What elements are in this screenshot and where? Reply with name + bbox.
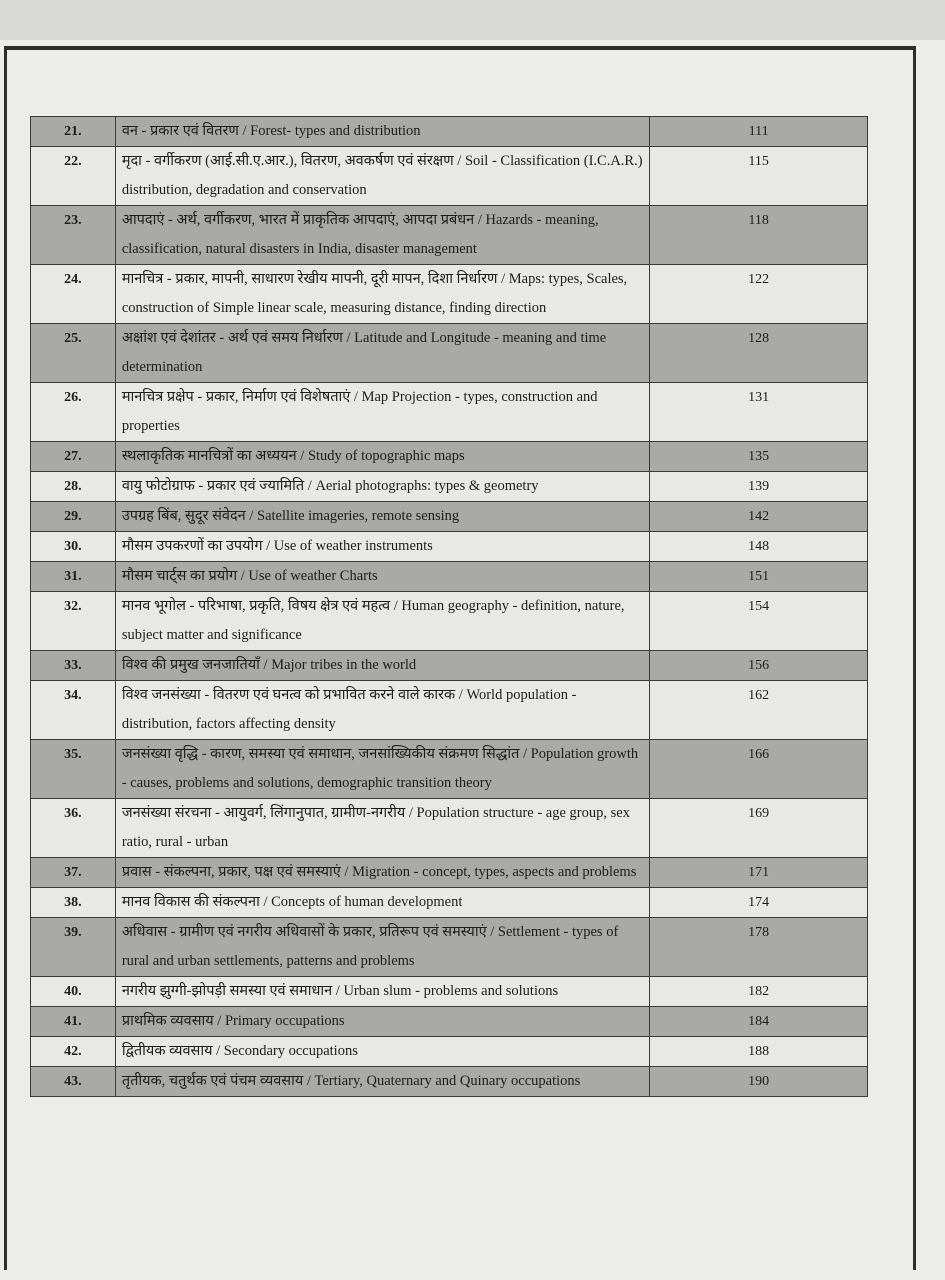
chapter-title: मानव विकास की संकल्पना / Concepts of human development: [115, 888, 649, 918]
toc-row: [31, 888, 868, 918]
chapter-title: उपग्रह बिंब, सुदूर संवेदन / Satellite imageries, remote sensing: [115, 502, 649, 532]
toc-row: [31, 502, 868, 532]
page-number: 128: [650, 324, 868, 383]
toc-row: [31, 1037, 868, 1067]
page-number: 162: [650, 681, 868, 740]
chapter-title: नगरीय झुग्गी-झोपड़ी समस्या एवं समाधान / Urban slum - problems and solutions: [115, 977, 649, 1007]
chapter-title: मानचित्र - प्रकार, मापनी, साधारण रेखीय मापनी, दूरी मापन, दिशा निर्धारण / Maps: types, Scales, construction of Simple linear scale, measuring distance, finding direction: [115, 265, 649, 324]
toc-row: [31, 1067, 868, 1097]
chapter-number: 28.: [31, 472, 116, 502]
page-number: 171: [650, 858, 868, 888]
chapter-number: 32.: [31, 592, 116, 651]
chapter-number: 31.: [31, 562, 116, 592]
page-number: 178: [650, 918, 868, 977]
chapter-number: 29.: [31, 502, 116, 532]
chapter-number: 36.: [31, 799, 116, 858]
chapter-title: आपदाएं - अर्थ, वर्गीकरण, भारत में प्राकृतिक आपदाएं, आपदा प्रबंधन / Hazards - meaning, classification, natural disasters in India, disaster management: [115, 206, 649, 265]
page-number: 184: [650, 1007, 868, 1037]
page-number: 190: [650, 1067, 868, 1097]
toc-row: [31, 383, 868, 442]
chapter-title: अधिवास - ग्रामीण एवं नगरीय अधिवासों के प्रकार, प्रतिरूप एवं समस्याएं / Settlement - types of rural and urban settlements, patterns and problems: [115, 918, 649, 977]
chapter-number: 43.: [31, 1067, 116, 1097]
page-number: 142: [650, 502, 868, 532]
toc-row: [31, 532, 868, 562]
page-number: 118: [650, 206, 868, 265]
chapter-title: स्थलाकृतिक मानचित्रों का अध्ययन / Study of topographic maps: [115, 442, 649, 472]
chapter-number: 38.: [31, 888, 116, 918]
toc-row: [31, 858, 868, 888]
toc-row: [31, 472, 868, 502]
chapter-title: मौसम उपकरणों का उपयोग / Use of weather instruments: [115, 532, 649, 562]
chapter-title: मौसम चार्ट्स का प्रयोग / Use of weather Charts: [115, 562, 649, 592]
chapter-title: जनसंख्या संरचना - आयुवर्ग, लिंगानुपात, ग्रामीण-नगरीय / Population structure - age group, sex ratio, rural - urban: [115, 799, 649, 858]
chapter-number: 27.: [31, 442, 116, 472]
chapter-title: प्रवास - संकल्पना, प्रकार, पक्ष एवं समस्याएं / Migration - concept, types, aspects and problems: [115, 858, 649, 888]
toc-row: [31, 918, 868, 977]
chapter-number: 30.: [31, 532, 116, 562]
toc-row: [31, 147, 868, 206]
chapter-title: द्वितीयक व्यवसाय / Secondary occupations: [115, 1037, 649, 1067]
chapter-title: मृदा - वर्गीकरण (आई.सी.ए.आर.), वितरण, अवकर्षण एवं संरक्षण / Soil - Classification (I.C.A.R.) distribution, degradation and conservation: [115, 147, 649, 206]
toc-row: [31, 562, 868, 592]
chapter-number: 40.: [31, 977, 116, 1007]
chapter-number: 33.: [31, 651, 116, 681]
chapter-number: 26.: [31, 383, 116, 442]
chapter-number: 41.: [31, 1007, 116, 1037]
page-number: 131: [650, 383, 868, 442]
chapter-title: विश्व जनसंख्या - वितरण एवं घनत्व को प्रभावित करने वाले कारक / World population - distribution, factors affecting density: [115, 681, 649, 740]
chapter-number: 25.: [31, 324, 116, 383]
chapter-title: तृतीयक, चतुर्थक एवं पंचम व्यवसाय / Tertiary, Quaternary and Quinary occupations: [115, 1067, 649, 1097]
chapter-title: जनसंख्या वृद्धि - कारण, समस्या एवं समाधान, जनसांख्यिकीय संक्रमण सिद्धांत / Population growth - causes, problems and solutions, demographic transition theory: [115, 740, 649, 799]
page-number: 139: [650, 472, 868, 502]
chapter-number: 21.: [31, 117, 116, 147]
page-number: 122: [650, 265, 868, 324]
page-number: 135: [650, 442, 868, 472]
page-number: 169: [650, 799, 868, 858]
page-number: 166: [650, 740, 868, 799]
chapter-title: मानव भूगोल - परिभाषा, प्रकृति, विषय क्षेत्र एवं महत्व / Human geography - definition, nature, subject matter and significance: [115, 592, 649, 651]
toc-row: [31, 651, 868, 681]
chapter-number: 23.: [31, 206, 116, 265]
toc-row: [31, 799, 868, 858]
contents-table: [30, 116, 868, 1097]
toc-row: [31, 740, 868, 799]
page-number: 148: [650, 532, 868, 562]
page-number: 111: [650, 117, 868, 147]
chapter-title: विश्व की प्रमुख जनजातियाँ / Major tribes in the world: [115, 651, 649, 681]
chapter-number: 35.: [31, 740, 116, 799]
toc-row: [31, 1007, 868, 1037]
toc-row: [31, 592, 868, 651]
chapter-number: 37.: [31, 858, 116, 888]
chapter-title: प्राथमिक व्यवसाय / Primary occupations: [115, 1007, 649, 1037]
toc-row: [31, 977, 868, 1007]
page-number: 188: [650, 1037, 868, 1067]
toc-row: [31, 324, 868, 383]
chapter-title: मानचित्र प्रक्षेप - प्रकार, निर्माण एवं विशेषताएं / Map Projection - types, construction and properties: [115, 383, 649, 442]
page-number: 156: [650, 651, 868, 681]
chapter-number: 34.: [31, 681, 116, 740]
page-number: 174: [650, 888, 868, 918]
contents-table-body: [31, 117, 868, 1097]
chapter-title: वन - प्रकार एवं वितरण / Forest- types and distribution: [115, 117, 649, 147]
toc-row: [31, 206, 868, 265]
chapter-number: 39.: [31, 918, 116, 977]
page-number: 151: [650, 562, 868, 592]
toc-row: [31, 265, 868, 324]
toc-row: [31, 117, 868, 147]
page-number: 182: [650, 977, 868, 1007]
chapter-number: 22.: [31, 147, 116, 206]
chapter-title: वायु फोटोग्राफ - प्रकार एवं ज्यामिति / Aerial photographs: types & geometry: [115, 472, 649, 502]
chapter-number: 24.: [31, 265, 116, 324]
chapter-number: 42.: [31, 1037, 116, 1067]
page-number: 115: [650, 147, 868, 206]
toc-row: [31, 442, 868, 472]
toc-row: [31, 681, 868, 740]
page-number: 154: [650, 592, 868, 651]
chapter-title: अक्षांश एवं देशांतर - अर्थ एवं समय निर्धारण / Latitude and Longitude - meaning and time determination: [115, 324, 649, 383]
